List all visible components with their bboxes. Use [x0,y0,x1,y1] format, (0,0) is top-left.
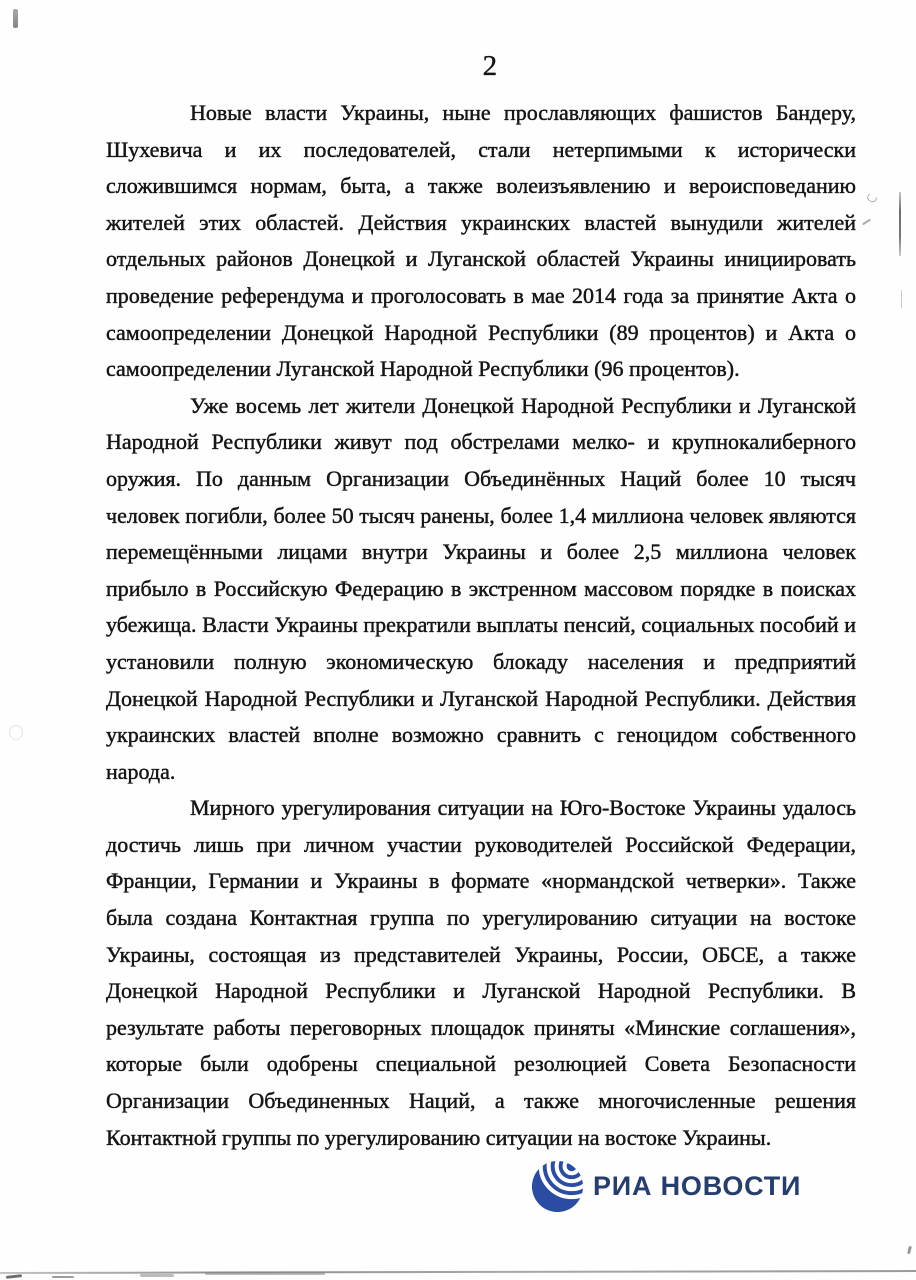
paragraph-new-authorities: Новые власти Украины, ныне прославляющих фашистов Бандеру, Шухевича и их последователей, стали нетерпимыми к исторически сложившимся нормам, быта, а также волеизъявлению и вероисповеданию жителей этих областей. Действия украинских властей вынудили жителей отдельных районов Донецкой и Луганской областей Украины инициировать проведение референдума и проголосовать в мае 2014 года за принятие Акта о самоопределении Донецкой Народной Республики (89 процентов) и Акта о самоопределении Луганской Народной Республики (96 процентов). [106,100,856,382]
document-body [106,95,856,1156]
scan-artifact-speck [907,1246,912,1254]
scan-artifact-right-edge-line-2 [901,290,902,308]
scan-artifact-speck [140,1274,174,1277]
scan-artifact-speck [862,219,871,225]
scan-artifact-top-left-bar [13,9,18,28]
scan-artifact-speck [6,1274,22,1279]
globe-signal-icon [531,1160,584,1213]
scan-artifact-speck [866,192,878,203]
ria-novosti-logo [531,1159,801,1213]
paragraph-eight-years: Уже восемь лет жители Донецкой Народной Республики и Луганской Народной Республики живут под обстрелами мелко- и крупнокалиберного оружия. По данным Организации Объединённых Наций более 10 тысяч человек погибли, более 50 тысяч ранены, более 1,4 миллиона человек являются перемещёнными лицами внутри Украины и более 2,5 миллиона человек прибыло в Российскую Федерацию в экстренном массовом порядке в поисках убежища. Власти Украины прекратили выплаты пенсий, социальных пособий и установили полную экономическую блокаду населения и предприятий Донецкой Народной Республики и Луганской Народной Республики. Действия украинских властей вполне возможно сравнить с геноцидом собственного народа. [106,392,856,784]
scan-artifact-right-edge-line [899,192,901,256]
scan-artifact-speck [52,1276,74,1278]
ria-novosti-logo-text: РИА НОВОСТИ [593,1171,802,1201]
page-number: 2 [482,50,498,82]
scan-artifact-ghost-mark [9,725,23,740]
paragraph-peace-settlement: Мирного урегулирования ситуации на Юго-Востоке Украины удалось достичь лишь при личном участии руководителей Российской Федерации, Франции, Германии и Украины в формате «нормандской четверки». Также была создана Контактная группа по урегулированию ситуации на востоке Украины, состоящая из представителей Украины, России, ОБСЕ, а также Донецкой Народной Республики и Луганской Народной Республики. В результате работы переговорных площадок приняты «Минские соглашения», которые были одобрены специальной резолюцией Совета Безопасности Организации Объединенных Наций, а также многочисленные решения Контактной группы по урегулированию ситуации на востоке Украины. [106,795,856,1150]
scan-artifact-bottom-edge-line [0,1270,916,1274]
scan-artifact-speck [205,1272,325,1275]
